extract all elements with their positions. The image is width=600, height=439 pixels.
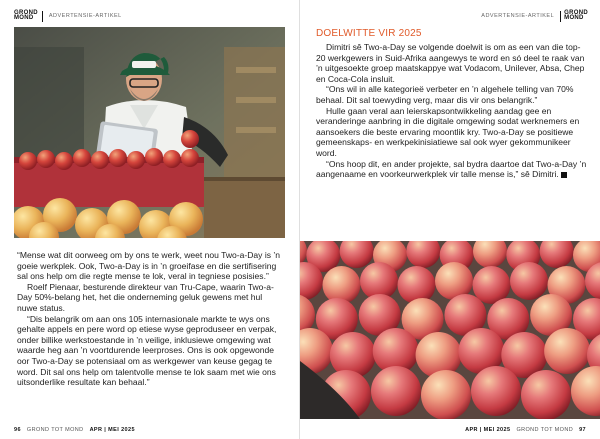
- article-end-mark-icon: [561, 172, 567, 178]
- left-footer: [14, 427, 135, 433]
- issue-date-left: APR | MEI 2025: [89, 427, 135, 433]
- apple: [371, 366, 421, 416]
- magazine-logo: GROND MOND: [14, 11, 43, 22]
- apple: [323, 266, 361, 304]
- right-body-text: [316, 42, 588, 180]
- advertorial-tag-right: ADVERTENSIE-ARTIKEL: [481, 13, 555, 19]
- publication-name-right: GROND TOT MOND: [516, 427, 574, 433]
- apple: [471, 366, 521, 416]
- photo-worker-with-tablet: [14, 27, 285, 238]
- right-paragraph-3: Hulle gaan veral aan leierskapsontwikkeling aandag gee en veranderinge aanbring in die digitale omgewing sodat werknemers en aansoekers die beste ervaring moontlik kry. Two-a-Day se positiewe gemeenskaps- en werkpekinisiatiewe sal ook wyer gekommunikeer word.: [316, 105, 580, 158]
- magazine-logo-right: GROND MOND: [560, 11, 588, 22]
- right-paragraph-4: “Ons hoop dit, en ander projekte, sal bydra daartoe dat Two-a-Day ’n aangenaame en voorkeurwerkplek vir talle mense is,” sê Dimitri.: [316, 158, 587, 180]
- apples-closeup-illustration: [300, 241, 600, 419]
- left-body-text: [17, 250, 284, 388]
- section-heading: DOELWITTE VIR 2025: [316, 28, 422, 39]
- right-footer: [465, 427, 586, 433]
- advertorial-tag: ADVERTENSIE-ARTIKEL: [48, 13, 122, 19]
- apple: [510, 262, 548, 300]
- right-paragraph-1: Dimitri sê Two-a-Day se volgende doelwit is om as een van die top-20 werkgewers in Suid-Afrika aangewys te word en só deel te raak van ’n uitgesoekte groep maatskappye wat Vodacom, Unilever, Absa, Chep en Coca-Cola insluit.: [316, 42, 585, 84]
- publication-name-left: GROND TOT MOND: [26, 427, 84, 433]
- left-header: [14, 9, 122, 23]
- photo-apples-closeup: [300, 241, 600, 419]
- right-header: [481, 9, 588, 23]
- left-paragraph-1: “Mense wat dit oorweeg om by ons te werk, weet nou Two-a-Day is ’n goeie werkplek. Ook, Two-a-Day is in ’n groeifase en die sertifisering sal ons help om die regte mense te lok, veral in tegniese posisies.”: [17, 250, 281, 282]
- apple: [544, 328, 590, 374]
- apple: [521, 370, 571, 419]
- left-paragraph-2: Roelf Pienaar, besturende direkteur van Tru-Cape, waarin Two-a-Day 50%-belang het, het die onderneming geluk gewens met hul nuwe status.: [17, 281, 274, 313]
- page-number-right: 97: [579, 427, 586, 433]
- right-paragraph-2: “Ons wil in alle kategorieë verbeter en ’n algehele telling van 70% behaal. Dit sal toewyding verg, maar dis vir ons belangrik.”: [316, 84, 574, 105]
- issue-date-right: APR | MEI 2025: [465, 427, 511, 433]
- apple: [416, 332, 462, 378]
- apple: [421, 370, 471, 419]
- left-paragraph-3: “Dis belangrik om aan ons 105 internasionale markte te wys ons gehalte appels en pere word op etiese wyse geproduseer en verpak, onder billike werkstoestande in ’n veilige, inklusiewe omgewing wat waarde heg aan ’n voortdurende leerproses. Ons is ook opgewonde oor Two-a-Day se potensiaal om as werkgewer van keuse gegag te word. Dit sal ons help om talentvolle mense te lok saam met wie ons uitsonderlike resultate kan behaal.”: [17, 313, 277, 388]
- page-number-left: 96: [14, 427, 21, 433]
- apple: [398, 266, 436, 304]
- worker-apples-illustration: [14, 27, 285, 238]
